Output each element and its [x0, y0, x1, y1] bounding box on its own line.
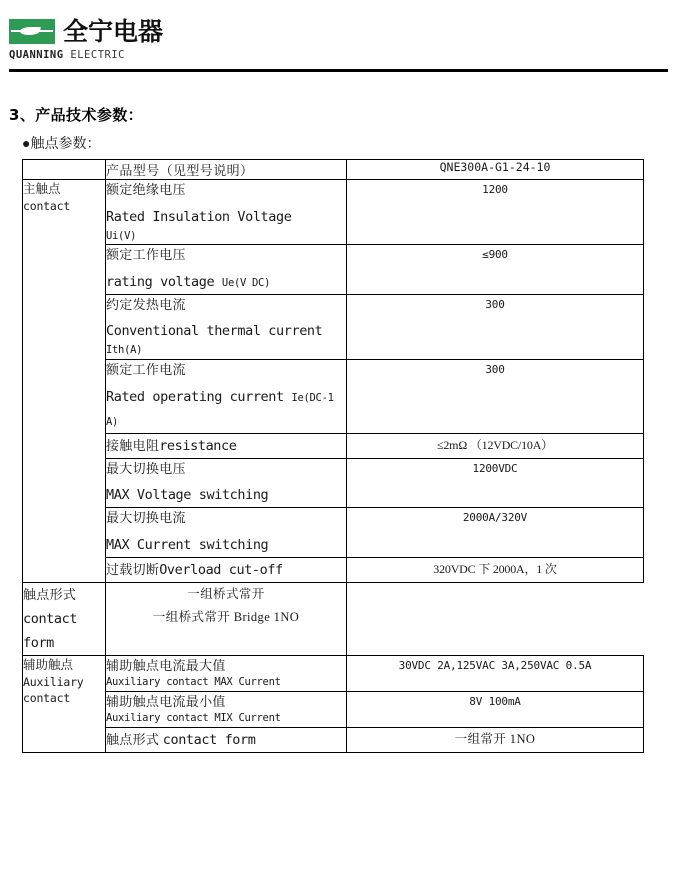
param-label-en-sub: Ue(V DC) [221, 276, 271, 289]
header-divider [9, 69, 668, 72]
value-cell [347, 557, 644, 582]
group-label-en: contact [23, 199, 71, 214]
table-row [23, 655, 644, 691]
param-cell [106, 458, 347, 508]
table-row [23, 508, 644, 558]
value-cell [347, 245, 644, 295]
param-label-en: resistance [159, 437, 237, 454]
value-text: 一组常开 1NO [454, 732, 536, 746]
param-label-en-line [106, 483, 346, 507]
company-logo [9, 16, 163, 61]
value-cell [106, 582, 347, 655]
value-cell [347, 458, 644, 508]
param-label-en: Conventional thermal current [106, 323, 323, 340]
page-title: 3、产品技术参数： [9, 106, 144, 124]
company-name-en-light: ELECTRIC [70, 49, 125, 61]
value-cell [347, 728, 644, 753]
value-cell [347, 655, 644, 691]
param-label-cn: 额定工作电流 [106, 362, 186, 377]
table-row [23, 245, 644, 295]
value-text: 一组桥式常开 [187, 586, 265, 601]
value-text: ≤900 [482, 248, 508, 262]
logo-top-row [9, 16, 163, 46]
param-cell [106, 294, 347, 359]
param-label-en: MAX Current switching [106, 536, 269, 553]
table-body [23, 160, 644, 753]
value-text: ≤2mΩ （12VDC/10A） [437, 437, 553, 452]
param-label-cn: 接触电阻 [106, 437, 160, 453]
group-cell-main-contact [23, 180, 106, 583]
param-label-en: Rated operating current [106, 388, 292, 405]
param-label-en: MAX Voltage switching [106, 487, 269, 503]
param-label-cn: 最大切换电流 [106, 510, 186, 525]
value-text: 2000A/320V [462, 511, 528, 524]
value-text: 300 [485, 297, 505, 311]
param-label-cn: 最大切换电压 [106, 460, 186, 476]
param-cell [106, 655, 347, 691]
param-cell [106, 433, 347, 458]
value-text: 320VDC 下 2000A，1 次 [433, 561, 557, 576]
group-label-en: Auxiliary [23, 674, 84, 689]
param-label-line [106, 728, 346, 752]
param-cell [106, 360, 347, 434]
param-label-en: contact form [23, 610, 78, 651]
param-cell [106, 245, 347, 295]
green-arrow-mark-icon [9, 19, 55, 44]
param-label-en-sub: Auxiliary contact MIX Current [106, 712, 281, 725]
table-row [23, 582, 644, 655]
table-row [23, 458, 644, 508]
value-cell [347, 691, 644, 727]
param-cell [106, 180, 347, 245]
table-row [23, 360, 644, 434]
table-row [23, 728, 644, 753]
param-label-cn: 额定绝缘电压 [106, 182, 186, 197]
table-row [23, 557, 644, 582]
param-label-cn: 约定发热电流 [106, 296, 186, 312]
corner-cell [23, 160, 106, 180]
param-label-en-sub: Ie(DC-1 A) [106, 391, 334, 428]
group-label-cn: 辅助触点 [23, 657, 74, 672]
param-cell [106, 728, 347, 753]
param-label-en-line [106, 385, 346, 433]
param-label-cn: 触点形式 [23, 586, 77, 602]
company-name-cn: 全宁电器 [63, 16, 164, 46]
subsection-title: ●触点参数： [22, 137, 101, 152]
value-cell [347, 433, 644, 458]
param-label-line [106, 558, 346, 582]
param-cell [106, 508, 347, 558]
company-name-en [9, 49, 163, 61]
contact-parameters-table [22, 159, 644, 753]
table-row-model [23, 160, 644, 180]
param-label-line [106, 434, 346, 458]
table-row [23, 294, 644, 359]
company-name-en-bold: QUANNING [9, 49, 64, 61]
param-cell [106, 557, 347, 582]
group-label-cn: 主触点 [23, 182, 61, 196]
value-cell [347, 294, 644, 359]
table-row [23, 691, 644, 727]
value-text: 1200VDC [472, 461, 518, 475]
param-label-en-sub: Ui(V) [106, 229, 137, 242]
param-label-cn: 过载切断 [106, 561, 160, 577]
value-text: 1200 [482, 183, 508, 196]
value-text: 8V 100mA [469, 694, 521, 708]
model-label-cell: 产品型号（见型号说明） [106, 160, 347, 180]
param-label-en-line [106, 205, 346, 229]
value-text-secondary: 一组桥式常开 Bridge 1NO [152, 610, 300, 625]
table-row [23, 433, 644, 458]
logo-arrow-shape [33, 28, 42, 34]
value-cell [347, 508, 644, 558]
param-cell [106, 691, 347, 727]
param-cell [23, 582, 106, 655]
model-value-cell: QNE300A-G1-24-10 [347, 160, 644, 180]
param-label-en-line [106, 319, 346, 343]
param-label-en-line [106, 533, 346, 557]
param-label-en-line [106, 270, 346, 294]
param-label-en: contact form [162, 732, 256, 748]
value-cell [347, 180, 644, 245]
page-header [0, 0, 676, 78]
param-label-cn: 触点形式 [106, 732, 163, 747]
value-cell [347, 360, 644, 434]
param-label-cn: 辅助触点电流最大值 [106, 657, 226, 673]
param-label-en-sub: Ith(A) [106, 344, 143, 357]
param-label-cn: 辅助触点电流最小值 [106, 693, 226, 709]
param-label-en: Overload cut-off [159, 561, 283, 578]
table-row [23, 180, 644, 245]
value-text: 30VDC 2A,125VAC 3A,250VAC 0.5A [398, 658, 592, 672]
group-label-en-2: contact [23, 691, 71, 706]
param-label-line [23, 583, 105, 655]
value-text: 300 [485, 363, 505, 376]
group-cell-auxiliary-contact [23, 655, 106, 753]
param-label-en-sub: Auxiliary contact MAX Current [106, 676, 281, 688]
param-label-en: rating voltage [106, 273, 222, 290]
param-label-en: Rated Insulation Voltage [106, 208, 292, 225]
param-label-cn: 额定工作电压 [106, 247, 186, 263]
